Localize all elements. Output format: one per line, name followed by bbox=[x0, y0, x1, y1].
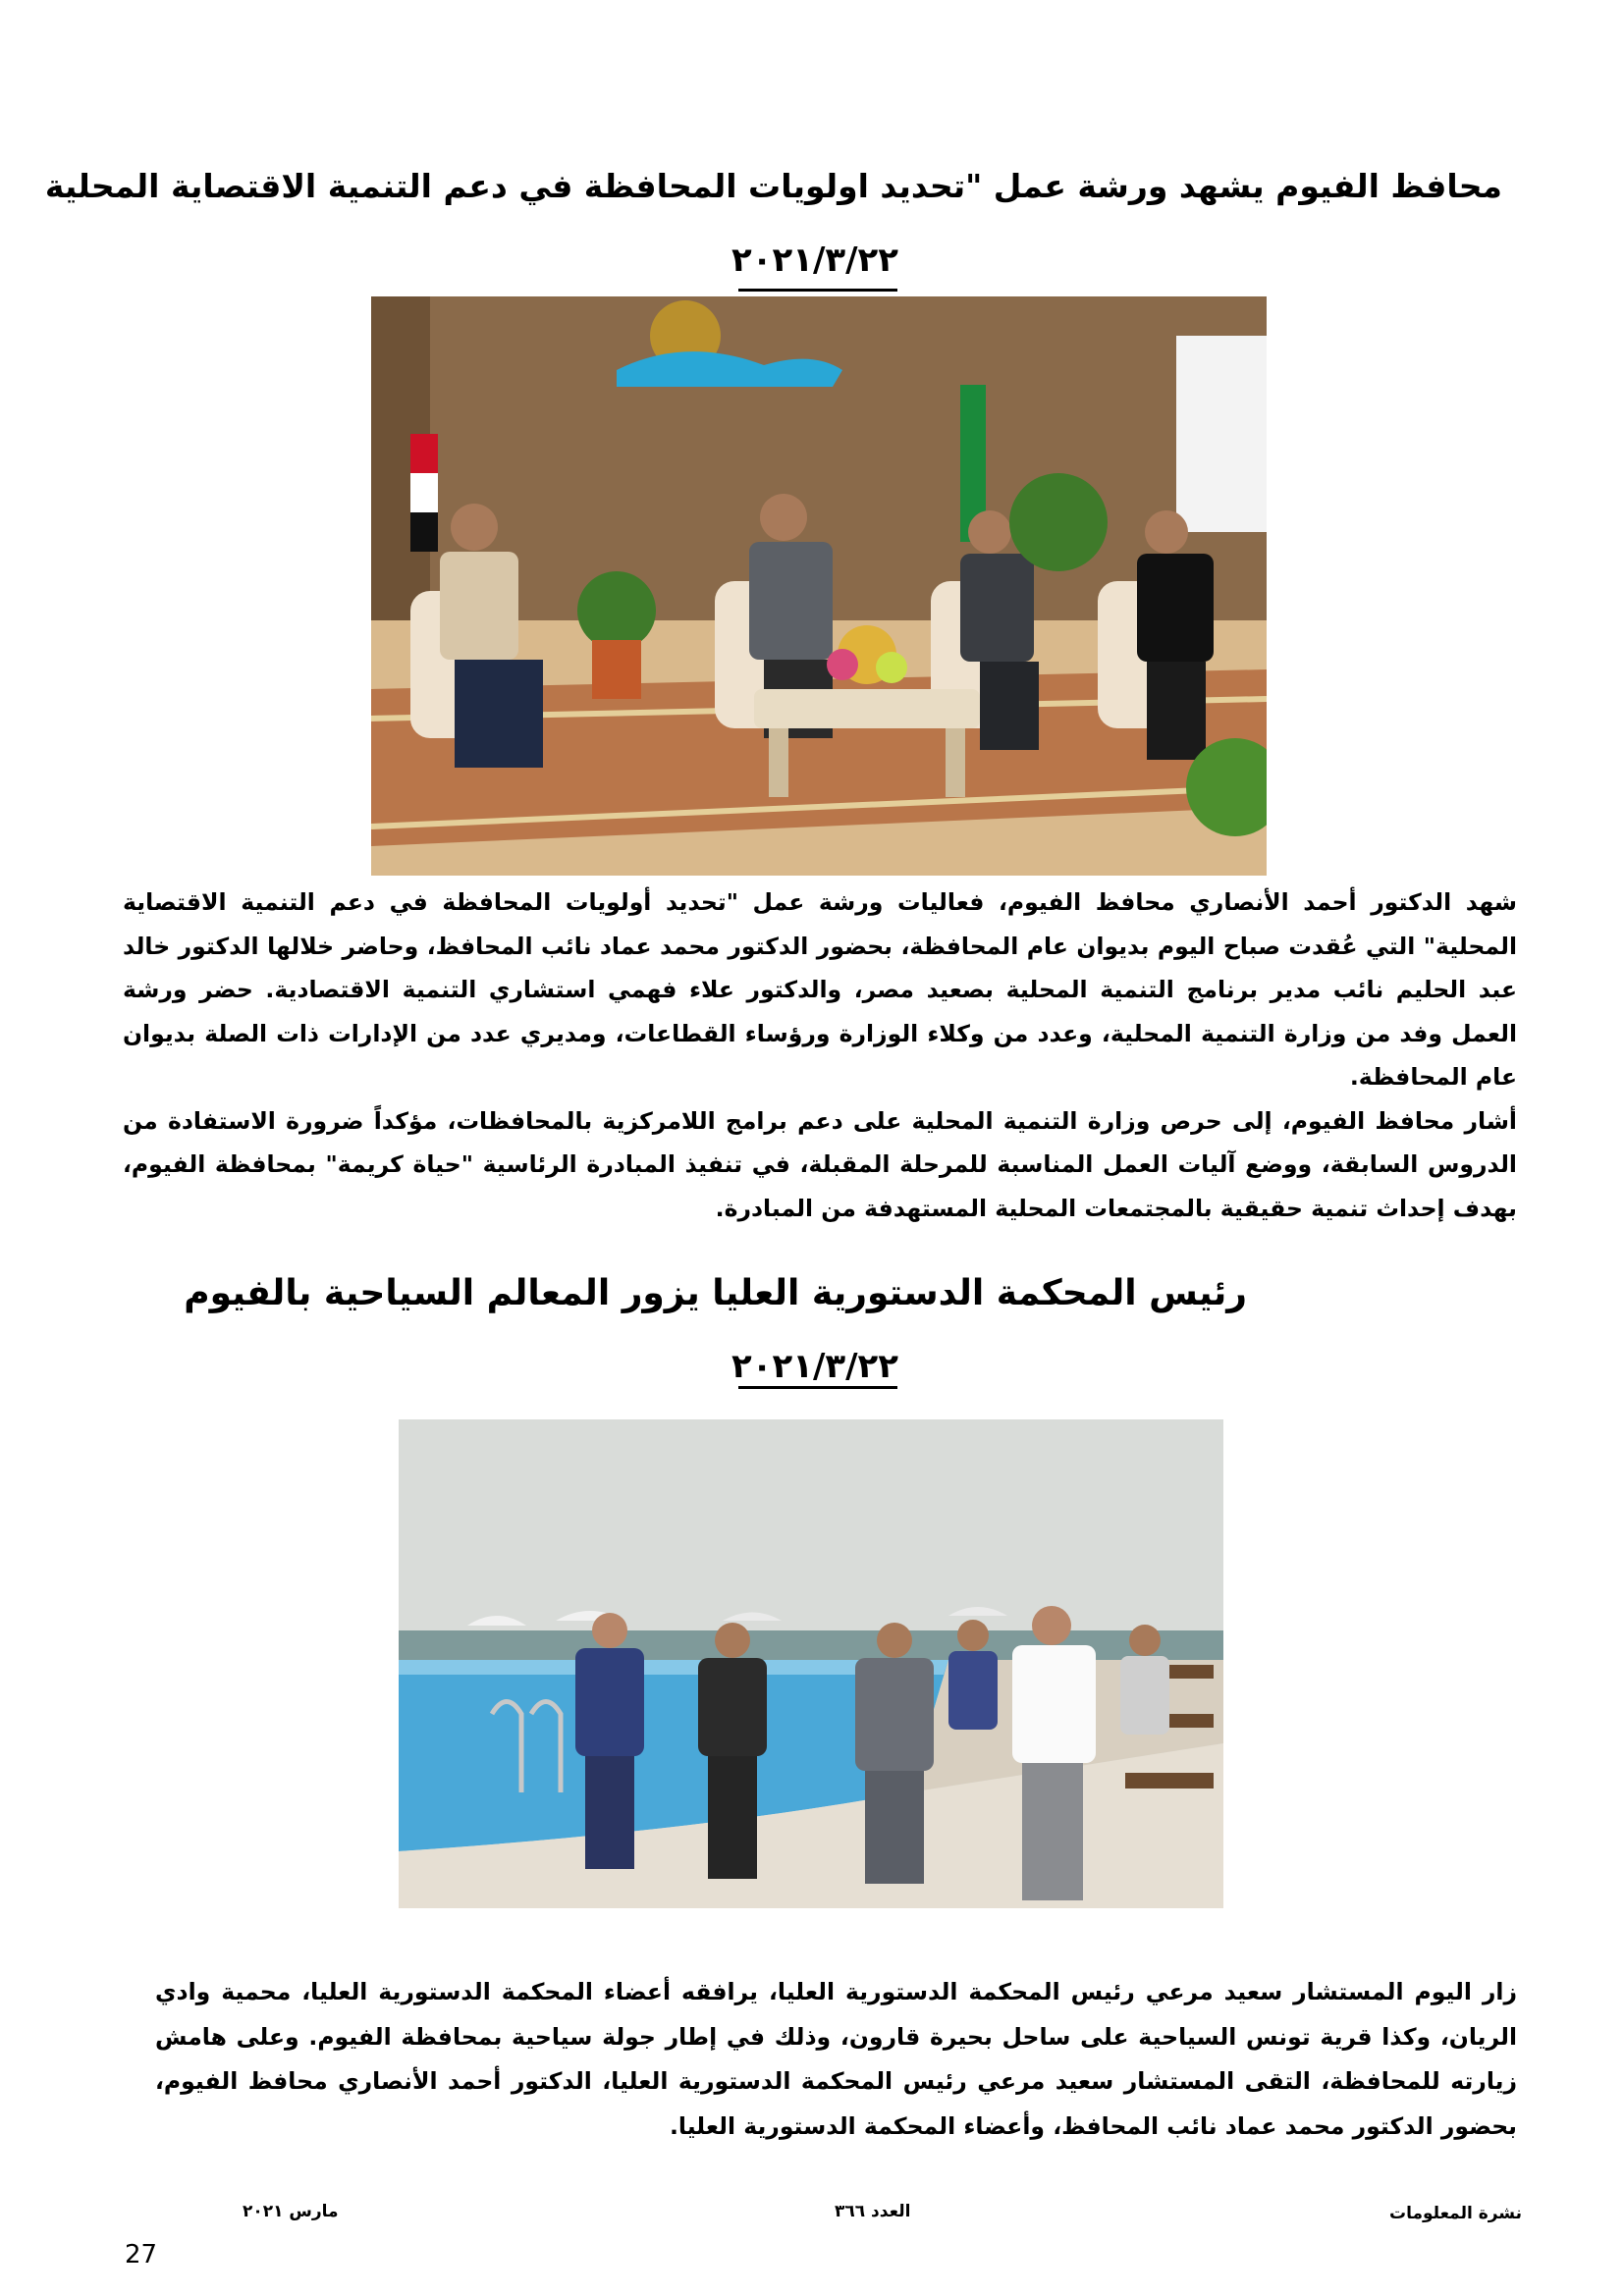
tour-photo bbox=[399, 1419, 1223, 1908]
article1-body bbox=[123, 881, 1517, 1230]
article2-date-underline bbox=[738, 1386, 897, 1389]
footer-publication: نشرة المعلومات bbox=[1388, 2204, 1522, 2223]
article1-headline: محافظ الفيوم يشهد ورشة عمل "تحديد اولويات المحافظة في دعم التنمية الاقتصاية المحلية bbox=[44, 167, 1502, 205]
footer-month: مارس ٢٠٢١ bbox=[243, 2202, 339, 2221]
workshop-photo bbox=[371, 296, 1267, 876]
article2-date: ٢٠٢١/٣/٢٢ bbox=[731, 1347, 899, 1386]
article1-paragraph-2: أشار محافظ الفيوم، إلى حرص وزارة التنمية المحلية على دعم برامج اللامركزية بالمحافظات، مؤكداً ضرورة الاستفادة من الدروس السابقة، ووضع آليات العمل المناسبة للمرحلة المقبلة، في تنفيذ المبادرة الرئاسية "حياة كريمة" بمحافظة الفيوم، بهدف إحداث تنمية حقيقية بالمجتمعات المحلية المستهدفة من المبادرة. bbox=[123, 1106, 1517, 1222]
article1-date: ٢٠٢١/٣/٢٢ bbox=[731, 240, 899, 280]
footer-issue: العدد ٣٦٦ bbox=[835, 2202, 911, 2221]
article1-paragraph-1: شهد الدكتور أحمد الأنصاري محافظ الفيوم، فعاليات ورشة عمل "تحديد أولويات المحافظة في دعم التنمية الاقتصاية المحلية" التي عُقدت صباح اليوم بديوان عام المحافظة، بحضور الدكتور محمد عماد نائب المحافظ، وحاضر خلالها الدكتور خالد عبد الحليم نائب مدير برنامج التنمية المحلية بصعيد مصر، والدكتور علاء فهمي استشاري التنمية الاقتصادية. حضر ورشة العمل وفد من وزارة التنمية المحلية، وعدد من وكلاء الوزارة ورؤساء القطاعات، ومديري عدد من الإدارات ذات الصلة بديوان عام المحافظة. bbox=[123, 888, 1517, 1091]
article2-headline: رئيس المحكمة الدستورية العليا يزور المعالم السياحية بالفيوم bbox=[184, 1273, 1247, 1313]
page-number: 27 bbox=[125, 2240, 158, 2269]
article2-paragraph-1: زار اليوم المستشار سعيد مرعي رئيس المحكمة الدستورية العليا، يرافقه أعضاء المحكمة الدستورية العليا، محمية وادي الريان، وكذا قرية تونس السياحية على ساحل بحيرة قارون، وذلك في إطار جولة سياحية بمحافظة الفيوم. وعلى هامش زيارته للمحافظة، التقى المستشار سعيد مرعي رئيس المحكمة الدستورية العليا، الدكتور أحمد الأنصاري محافظ الفيوم، بحضور الدكتور محمد عماد نائب المحافظ، وأعضاء المحكمة الدستورية العليا. bbox=[155, 1978, 1517, 2140]
article2-body bbox=[155, 1970, 1517, 2149]
article1-date-underline bbox=[738, 289, 897, 292]
